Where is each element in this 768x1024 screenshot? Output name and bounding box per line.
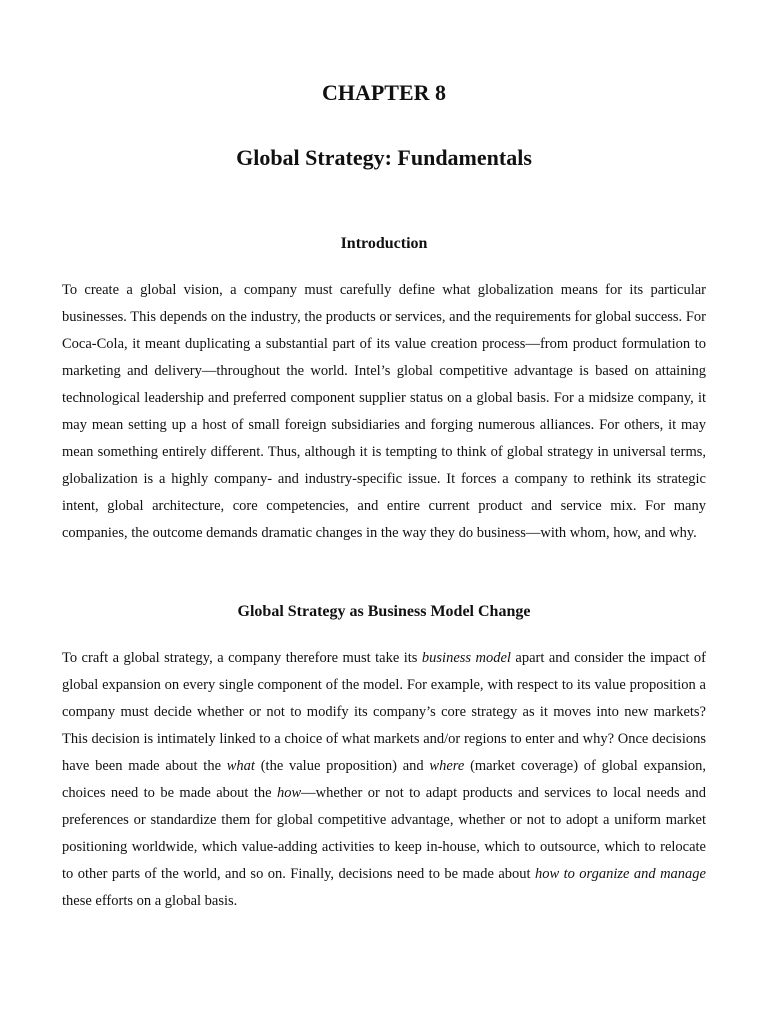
paragraph-text: these efforts on a global basis. (62, 893, 238, 909)
chapter-title: Global Strategy: Fundamentals (236, 145, 532, 170)
chapter-label: CHAPTER 8 (321, 80, 447, 105)
paragraph-emphasis: business model (421, 650, 511, 666)
paragraph-text: To craft a global strategy, a company therefore must take its (62, 650, 422, 666)
paragraph-emphasis: what (226, 758, 255, 774)
introduction-paragraph: To create a global vision, a company must carefully define what globalization means for its particular businesses. This depends on the industry, the products or services, and the requirements for global success. For Coca-Cola, it meant duplicating a substantial part of its value creation process—from product formulation to marketing and delivery—throughout the world. Intel’s global competitive advantage is based on attaining technological leadership and preferred component supplier status on a global basis. For a midsize company, it may mean setting up a host of small foreign subsidiaries and forging numerous alliances. For others, it may mean something entirely different. Thus, although it is tempting to think of global strategy in universal terms, globalization is a highly company- and industry-specific issue. It forces a company to rethink its strategic intent, global architecture, core competencies, and entire current product and service mix. For many companies, the outcome demands dramatic changes in the way they do business—with whom, how, and why. (62, 282, 706, 541)
section-heading-business-model-change: Global Strategy as Business Model Change (237, 603, 531, 620)
business-model-paragraph (62, 645, 706, 915)
section-heading-introduction: Introduction (340, 235, 428, 252)
paragraph-text: (market coverage) of global expansion, choices need to be made about the (62, 758, 706, 801)
paragraph-emphasis: how (276, 785, 302, 801)
paragraph-text: (the value proposition) and (254, 758, 430, 774)
paragraph-text: —whether or not to adapt products and services to local needs and preferences or standardize them for global competitive advantage, whether or not to adopt a uniform market positioning worldwide, which value-adding activities to keep in-house, which to outsource, which to relocate to other parts of the world, and so on. Finally, decisions need to be made about (62, 785, 706, 882)
paragraph-text: apart and consider the impact of global expansion on every single component of the model. For example, with respect to its value proposition a company must decide whether or not to modify its company’s core strategy as it moves into new markets? This decision is intimately linked to a choice of what markets and/or regions to enter and why? Once decisions have been made about the (62, 650, 706, 774)
paragraph-emphasis: how to organize and manage (534, 866, 706, 882)
paragraph-emphasis: where (429, 758, 465, 774)
